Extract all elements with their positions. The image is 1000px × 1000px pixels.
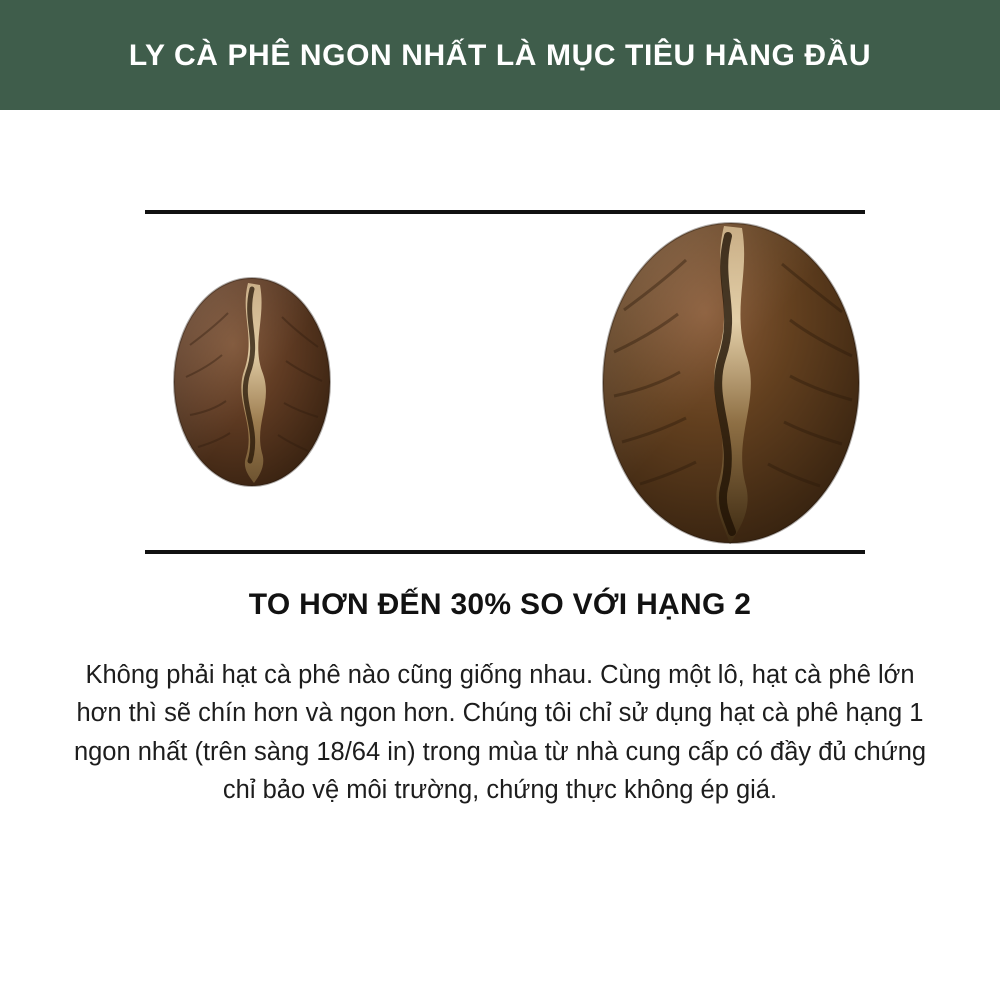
headline: TO HƠN ĐẾN 30% SO VỚI HẠNG 2: [248, 588, 752, 621]
banner-title: LY CÀ PHÊ NGON NHẤT LÀ MỤC TIÊU HÀNG ĐẦU: [128, 38, 872, 72]
bottom-rule-line: [145, 550, 865, 554]
bean-comparison-figure: [0, 110, 1000, 570]
top-rule-line: [145, 210, 865, 214]
header-banner: [0, 0, 1000, 110]
body-paragraph: Không phải hạt cà phê nào cũng giống nhau. Cùng một lô, hạt cà phê lớn hơn thì sẽ chín hơn và ngon hơn. Chúng tôi chỉ sử dụng hạt cà phê hạng 1 ngon nhất (trên sàng 18/64 in) trong mùa từ nhà cung cấp có đầy đủ chứng chỉ bảo vệ môi trường, chứng thực không ép giá.: [73, 661, 927, 804]
coffee-bean-large-image: [600, 220, 865, 550]
coffee-bean-small-image: [170, 275, 335, 490]
